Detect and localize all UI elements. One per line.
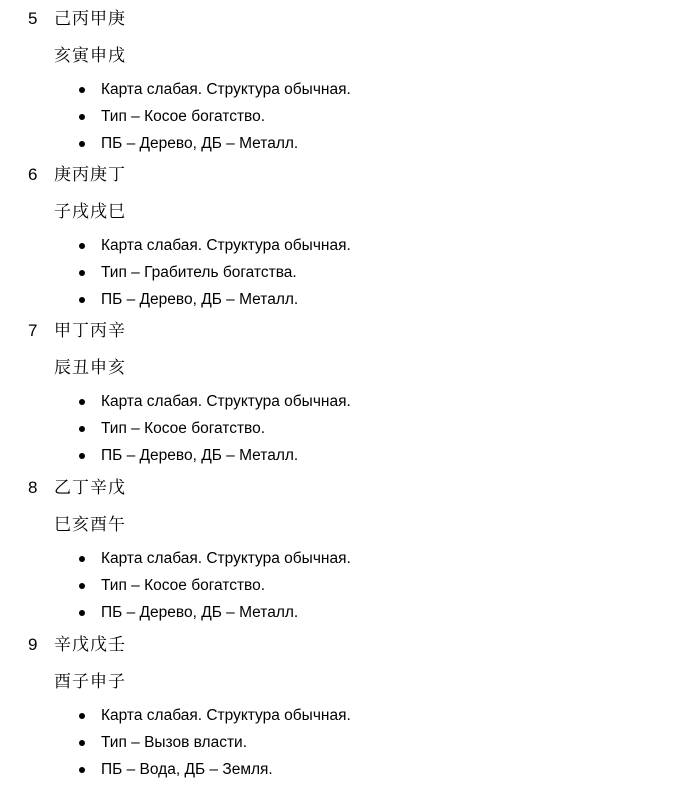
earthly-branches: 巳亥酉午 [54, 515, 126, 535]
chart-entry-9 [0, 634, 695, 791]
bullet-text: Тип – Вызов власти. [101, 734, 248, 751]
bullet-text: Карта слабая. Структура обычная. [101, 393, 351, 410]
bullet-item [0, 80, 695, 107]
bullet-text: Карта слабая. Структура обычная. [101, 237, 351, 254]
bullet-item [0, 576, 695, 603]
chart-entry-8 [0, 477, 695, 634]
bullet-item [0, 549, 695, 576]
heavenly-stems: 乙丁辛戊 [54, 478, 126, 498]
bullet-icon [79, 583, 85, 589]
bullet-icon [79, 426, 85, 432]
bullet-item [0, 733, 695, 760]
heavenly-stems: 庚丙庚丁 [54, 165, 126, 185]
bullet-item [0, 446, 695, 473]
bullet-icon [79, 399, 85, 405]
heavenly-stems: 甲丁丙辛 [54, 321, 126, 341]
bullet-icon [79, 453, 85, 459]
heavenly-stems: 辛戊戊壬 [54, 635, 126, 655]
bullet-text: Тип – Косое богатство. [101, 420, 266, 437]
bullet-icon [79, 114, 85, 120]
bullet-item [0, 107, 695, 134]
chart-entry-7 [0, 320, 695, 477]
earthly-branches: 亥寅申戌 [54, 46, 126, 66]
bullet-item [0, 263, 695, 290]
bullet-text: ПБ – Дерево, ДБ – Металл. [101, 291, 299, 308]
bullet-list [0, 80, 695, 161]
bullet-text: Тип – Косое богатство. [101, 108, 266, 125]
entry-number: 7 [28, 321, 38, 340]
bullet-text: Карта слабая. Структура обычная. [101, 81, 351, 98]
entry-number: 6 [28, 165, 38, 184]
bullet-text: ПБ – Дерево, ДБ – Металл. [101, 604, 299, 621]
earthly-branches: 辰丑申亥 [54, 358, 126, 378]
bullet-icon [79, 141, 85, 147]
entry-number: 9 [28, 635, 38, 654]
bullet-icon [79, 610, 85, 616]
bullet-item [0, 236, 695, 263]
bullet-icon [79, 767, 85, 773]
bullet-item [0, 419, 695, 446]
entry-number: 5 [28, 9, 38, 28]
bullet-icon [79, 297, 85, 303]
bullet-list [0, 549, 695, 630]
bullet-icon [79, 556, 85, 562]
bullet-icon [79, 713, 85, 719]
bullet-item [0, 392, 695, 419]
entry-number: 8 [28, 478, 38, 497]
bullet-text: ПБ – Дерево, ДБ – Металл. [101, 447, 299, 464]
bullet-item [0, 290, 695, 317]
bullet-list [0, 392, 695, 473]
heavenly-stems: 己丙甲庚 [54, 9, 126, 29]
bullet-item [0, 760, 695, 787]
bullet-text: Тип – Грабитель богатства. [101, 264, 297, 281]
bullet-text: ПБ – Вода, ДБ – Земля. [101, 761, 273, 778]
bullet-icon [79, 243, 85, 249]
bullet-item [0, 603, 695, 630]
bullet-text: Карта слабая. Структура обычная. [101, 550, 351, 567]
bullet-item [0, 706, 695, 733]
bullet-icon [79, 740, 85, 746]
chart-entry-5 [0, 8, 695, 165]
bullet-icon [79, 270, 85, 276]
bullet-list [0, 706, 695, 787]
bullet-item [0, 134, 695, 161]
chart-entry-6 [0, 164, 695, 321]
bullet-icon [79, 87, 85, 93]
bullet-list [0, 236, 695, 317]
bullet-text: ПБ – Дерево, ДБ – Металл. [101, 135, 299, 152]
earthly-branches: 酉子申子 [54, 672, 126, 692]
bullet-text: Карта слабая. Структура обычная. [101, 707, 351, 724]
bullet-text: Тип – Косое богатство. [101, 577, 266, 594]
earthly-branches: 子戌戌巳 [54, 202, 126, 222]
